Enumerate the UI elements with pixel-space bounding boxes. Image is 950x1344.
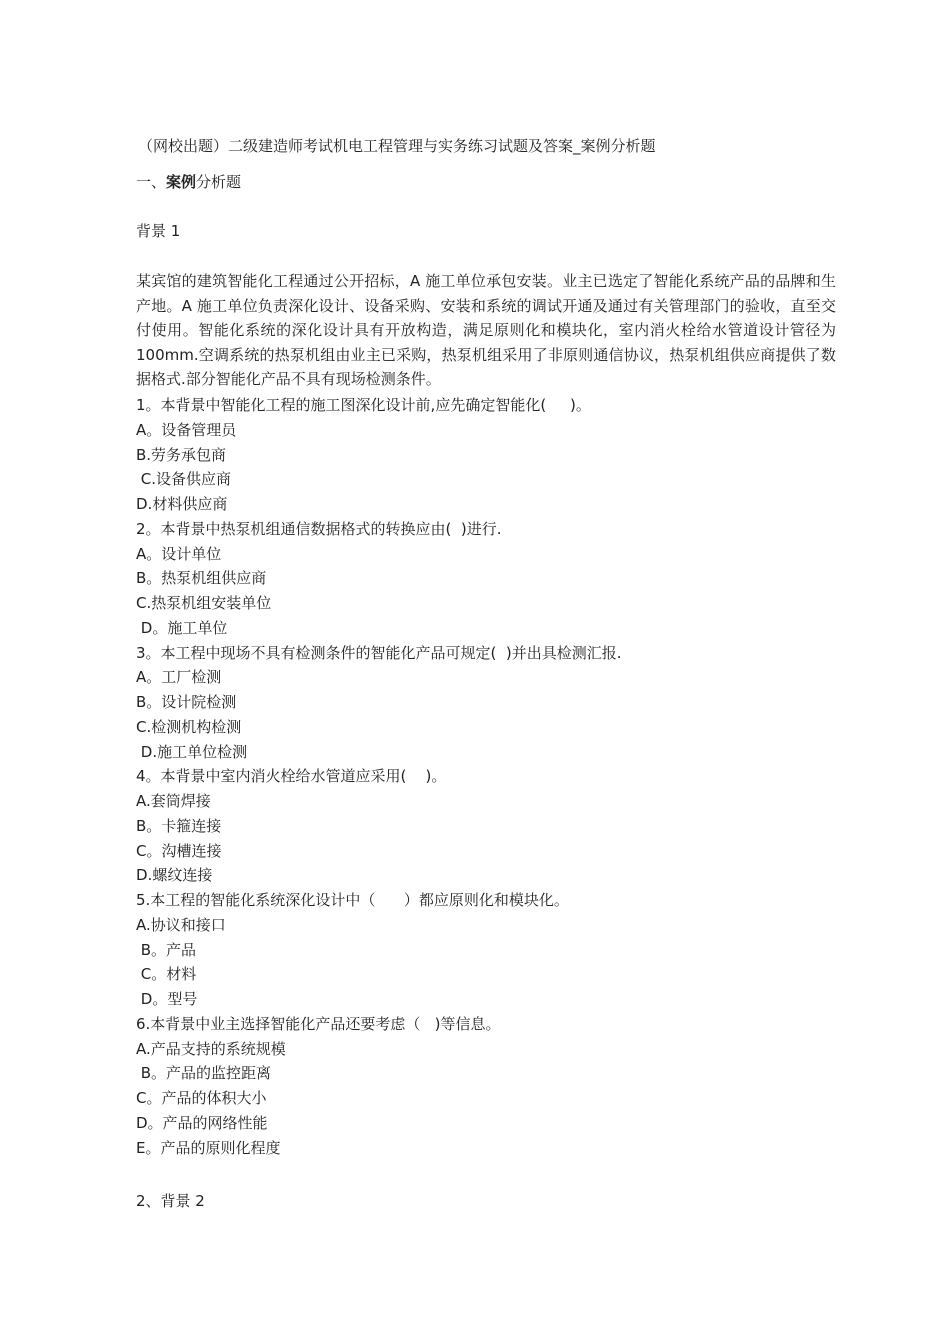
section-heading — [136, 172, 241, 192]
option-3c: C.检测机构检测 — [136, 717, 242, 736]
option-3b: B。设计院检测 — [136, 693, 237, 711]
background-1-heading: 背景 1 — [136, 222, 181, 240]
question-1: 1。本背景中智能化工程的施工图深化设计前,应先确定智能化( )。 — [136, 396, 591, 414]
document-title: （网校出题）二级建造师考试机电工程管理与实务练习试题及答案_案例分析题 — [138, 137, 656, 155]
background-2-heading: 2、背景 2 — [136, 1192, 205, 1210]
question-4: 4。本背景中室内消火栓给水管道应采用( )。 — [136, 767, 447, 786]
option-6d: D。产品的网络性能 — [136, 1113, 268, 1132]
option-1d: D.材料供应商 — [136, 495, 228, 513]
option-3d: D.施工单位检测 — [136, 742, 248, 761]
question-2: 2。本背景中热泵机组通信数据格式的转换应由( )进行. — [136, 519, 502, 538]
option-5a: A.协议和接口 — [136, 915, 226, 934]
section-bold-text: 案例 — [166, 173, 197, 191]
section-rest-text: 分析题 — [196, 173, 242, 191]
option-5b: B。产品 — [136, 940, 197, 959]
option-5d: D。型号 — [136, 990, 198, 1008]
question-6: 6.本背景中业主选择智能化产品还要考虑（ )等信息。 — [136, 1014, 501, 1033]
question-5: 5.本工程的智能化系统深化设计中（ ）都应原则化和模块化。 — [136, 891, 569, 909]
option-4b: B。卡箍连接 — [136, 816, 222, 835]
option-2b: B。热泵机组供应商 — [136, 569, 267, 588]
option-4a: A.套筒焊接 — [136, 792, 211, 810]
option-1b: B.劳务承包商 — [136, 445, 227, 464]
option-4d: D.螺纹连接 — [136, 866, 213, 885]
option-1a: A。设备管理员 — [136, 420, 237, 439]
option-4c: C。沟槽连接 — [136, 841, 222, 860]
option-6b: B。产品的监控距离 — [136, 1064, 272, 1083]
option-6c: C。产品的体积大小 — [136, 1089, 267, 1107]
option-3a: A。工厂检测 — [136, 668, 222, 687]
option-5c: C。材料 — [136, 965, 197, 984]
question-list — [136, 393, 836, 1160]
option-2c: C.热泵机组安装单位 — [136, 594, 272, 612]
question-3: 3。本工程中现场不具有检测条件的智能化产品可规定( )并出具检测汇报. — [136, 643, 622, 662]
option-6a: A.产品支持的系统规模 — [136, 1039, 286, 1058]
option-2d: D。施工单位 — [136, 618, 228, 637]
option-2a: A。设计单位 — [136, 544, 222, 563]
option-6e: E。产品的原则化程度 — [136, 1138, 281, 1157]
background-1-paragraph: 某宾馆的建筑智能化工程通过公开招标，A 施工单位承包安装。业主已选定了智能化系统产品的品牌和生产地。A 施工单位负责深化设计、设备采购、安装和系统的调试开通及通过有关管理部门的验收，直至交付使用。智能化系统的深化设计具有开放构造，满足原则化和模块化，室内消火栓给水管道设计管径为 100mm.空调系统的热泵机组由业主已采购，热泵机组采用了非原则通信协议，热泵机组供应商提供了数据格式.部分智能化产品不具有现场检测条件。 — [136, 272, 836, 389]
option-1c: C.设备供应商 — [136, 470, 232, 489]
section-prefix: 一、 — [136, 173, 167, 191]
